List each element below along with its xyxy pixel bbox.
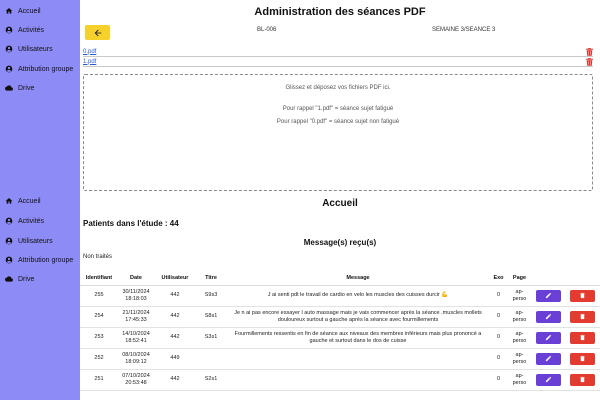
- cell-delete: [564, 348, 600, 369]
- sidebar-item-label: Attribution groupe: [18, 65, 74, 73]
- patients-count: Patients dans l'étude : 44: [83, 219, 179, 228]
- cell-message: J ai senti pdt le travail de cardio en velo les muscles des cuisses durcir 💪: [226, 285, 490, 306]
- cell-title: S9s3: [196, 285, 226, 306]
- edit-button[interactable]: [536, 290, 561, 302]
- cell-exo: 0: [490, 369, 507, 390]
- pencil-icon: [545, 292, 552, 299]
- cell-date-time: 18:18:03: [125, 295, 147, 302]
- page-title: Administration des séances PDF: [254, 6, 426, 18]
- cloud-icon: [5, 275, 13, 283]
- cell-page-line2: perso: [512, 295, 527, 302]
- cell-message: Fourmillements ressentis en fin de séance aux niveaux des membres inférieurs mais plus prononcé a gauche et surtout dans le dos de cuisse: [226, 327, 490, 348]
- cell-page-line2: perso: [512, 316, 527, 323]
- main-content: [80, 0, 600, 400]
- cell-message: Je n ai pas encore essayer l auto massage mais je vais commencer après la séance .muscles mollets douloureux surtout a gauche après la séance avec fourmillements: [226, 306, 490, 327]
- cell-edit: [532, 327, 564, 348]
- cell-page-line2: perso: [512, 337, 527, 344]
- cell-date: [118, 285, 154, 306]
- cloud-icon: [5, 84, 13, 92]
- cell-delete: [564, 327, 600, 348]
- edit-button[interactable]: [536, 332, 561, 344]
- home-icon: [5, 197, 13, 205]
- cell-delete: [564, 285, 600, 306]
- cell-page: [507, 285, 532, 306]
- cell-date-day: 30/11/2024: [122, 289, 150, 295]
- file-link[interactable]: 0.pdf: [83, 48, 97, 55]
- sidebar-item-label: Attribution groupe: [18, 256, 74, 264]
- cell-id: 251: [80, 369, 118, 390]
- cell-edit: [532, 306, 564, 327]
- sidebar-item-activites[interactable]: [5, 23, 44, 37]
- dropzone-reminder-not-fatigued: Pour rappel "0.pdf" = séance sujet non fatigué: [276, 119, 400, 125]
- cell-page: [507, 348, 532, 369]
- column-header: Message: [226, 272, 490, 285]
- column-header-edit: [532, 272, 564, 285]
- cell-exo: 0: [490, 348, 507, 369]
- cell-date-day: 07/10/2024: [122, 373, 150, 379]
- column-header: Titre: [196, 272, 226, 285]
- sidebar-item-label: Drive: [18, 84, 35, 92]
- column-header: Date: [118, 272, 154, 285]
- cell-page-line2: perso: [512, 358, 527, 365]
- cell-title: [196, 348, 226, 369]
- cell-date-time: 17:45:33: [125, 316, 147, 323]
- sidebar-item-utilisateurs[interactable]: [5, 234, 53, 248]
- account-circle-icon: [5, 256, 13, 264]
- session-code: BL-006: [257, 27, 277, 33]
- dropzone-instruction: Glissez et déposez vos fichiers PDF ici.: [285, 85, 391, 91]
- delete-button[interactable]: [570, 374, 595, 386]
- pencil-icon: [545, 334, 552, 341]
- file-row: [83, 57, 593, 67]
- delete-button[interactable]: [570, 290, 595, 302]
- column-header: Identifiant: [80, 272, 118, 285]
- column-header: Utilisateur: [154, 272, 196, 285]
- delete-button[interactable]: [570, 332, 595, 344]
- edit-button[interactable]: [536, 353, 561, 365]
- trash-icon: [579, 355, 586, 362]
- cell-page: [507, 306, 532, 327]
- edit-button[interactable]: [536, 374, 561, 386]
- cell-date: [118, 348, 154, 369]
- cell-page: [507, 327, 532, 348]
- cell-page-line1: ap-: [515, 373, 524, 379]
- trash-icon: [579, 376, 586, 383]
- table-row: [80, 369, 600, 390]
- sidebar-item-label: Drive: [18, 275, 35, 283]
- column-header-delete: [564, 272, 600, 285]
- cell-title: S2s1: [196, 369, 226, 390]
- trash-icon: [579, 334, 586, 341]
- table-row: [80, 285, 600, 306]
- cell-page-line1: ap-: [515, 352, 524, 358]
- cell-user: 442: [154, 285, 196, 306]
- cell-user: 449: [154, 348, 196, 369]
- cell-exo: 0: [490, 285, 507, 306]
- account-circle-icon: [5, 217, 13, 225]
- delete-button[interactable]: [570, 353, 595, 365]
- back-button[interactable]: [85, 25, 110, 40]
- untreated-label: Non traités: [83, 254, 113, 260]
- cell-page-line1: ap-: [515, 289, 524, 295]
- table-row: [80, 306, 600, 327]
- messages-table: [80, 272, 600, 391]
- cell-date-time: 18:52:41: [125, 337, 147, 344]
- sidebar-item-label: Utilisateurs: [18, 237, 53, 245]
- sidebar-item-label: Activités: [18, 217, 45, 225]
- cell-user: 442: [154, 306, 196, 327]
- sidebar-item-label: Utilisateurs: [18, 45, 53, 53]
- sidebar-item-drive[interactable]: [5, 272, 34, 286]
- cell-exo: 0: [490, 327, 507, 348]
- home-icon: [5, 7, 13, 15]
- cell-page-line1: ap-: [515, 331, 524, 337]
- trash-icon[interactable]: [586, 48, 593, 56]
- cell-delete: [564, 369, 600, 390]
- cell-message: [226, 369, 490, 390]
- account-circle-icon: [5, 26, 13, 34]
- cell-edit: [532, 369, 564, 390]
- file-link[interactable]: 1.pdf: [83, 58, 97, 65]
- cell-date-day: 14/10/2024: [122, 331, 150, 337]
- sidebar-item-accueil[interactable]: [5, 194, 41, 208]
- cell-page-line1: ap-: [515, 310, 524, 316]
- cell-delete: [564, 306, 600, 327]
- cell-edit: [532, 285, 564, 306]
- cell-id: 254: [80, 306, 118, 327]
- table-row: [80, 327, 600, 348]
- cell-title: S3s1: [196, 327, 226, 348]
- cell-date: [118, 369, 154, 390]
- sidebar-item-label: Accueil: [18, 7, 41, 15]
- table-header-row: [80, 272, 600, 285]
- cell-message: [226, 348, 490, 369]
- cell-id: 253: [80, 327, 118, 348]
- cell-id: 255: [80, 285, 118, 306]
- pdf-dropzone[interactable]: [83, 74, 593, 191]
- cell-user: 442: [154, 369, 196, 390]
- cell-date-time: 20:53:48: [125, 379, 147, 386]
- home-title: Accueil: [322, 198, 358, 209]
- cell-page-line2: perso: [512, 379, 527, 386]
- pencil-icon: [545, 355, 552, 362]
- account-circle-icon: [5, 65, 13, 73]
- file-row: [83, 47, 593, 57]
- cell-title: S8s1: [196, 306, 226, 327]
- cell-exo: 0: [490, 306, 507, 327]
- arrow-left-icon: [93, 28, 103, 38]
- cell-edit: [532, 348, 564, 369]
- sidebar-item-utilisateurs[interactable]: [5, 42, 53, 56]
- column-header: Exo: [490, 272, 507, 285]
- cell-user: 442: [154, 327, 196, 348]
- dropzone-reminder-fatigued: Pour rappel "1.pdf" = séance sujet fatigué: [282, 106, 394, 112]
- sidebar-item-attribution-groupe[interactable]: [5, 62, 73, 76]
- sidebar-item-accueil[interactable]: [5, 4, 41, 18]
- edit-button[interactable]: [536, 311, 561, 323]
- trash-icon: [579, 313, 586, 320]
- cell-date: [118, 306, 154, 327]
- table-row: [80, 348, 600, 369]
- cell-date-time: 18:09:12: [125, 358, 147, 365]
- session-week: SEMAINE 3/SEANCE 3: [432, 27, 496, 33]
- sidebar: [0, 0, 80, 400]
- sidebar-item-activites[interactable]: [5, 214, 44, 228]
- cell-id: 252: [80, 348, 118, 369]
- sidebar-item-label: Activités: [18, 26, 45, 34]
- sidebar-item-attribution-groupe[interactable]: [5, 253, 73, 267]
- cell-date-day: 08/10/2024: [122, 352, 150, 358]
- account-circle-icon: [5, 237, 13, 245]
- sidebar-item-label: Accueil: [18, 197, 41, 205]
- pencil-icon: [545, 313, 552, 320]
- cell-date-day: 21/11/2024: [122, 310, 150, 316]
- trash-icon: [579, 292, 586, 299]
- column-header: Page: [507, 272, 532, 285]
- trash-icon[interactable]: [586, 58, 593, 66]
- pencil-icon: [545, 376, 552, 383]
- delete-button[interactable]: [570, 311, 595, 323]
- cell-date: [118, 327, 154, 348]
- account-circle-icon: [5, 45, 13, 53]
- cell-page: [507, 369, 532, 390]
- messages-title: Message(s) reçu(s): [303, 238, 377, 247]
- sidebar-item-drive[interactable]: [5, 81, 34, 95]
